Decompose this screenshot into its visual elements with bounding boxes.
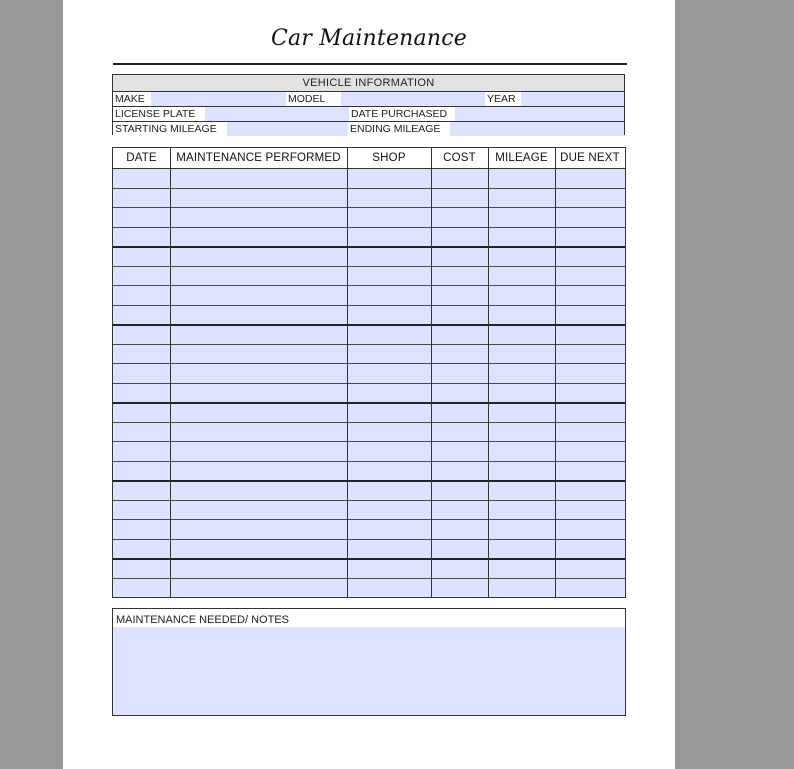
table-row[interactable] bbox=[113, 519, 625, 539]
row-divider bbox=[113, 227, 625, 228]
table-row[interactable] bbox=[113, 246, 625, 266]
column-header-date: DATE bbox=[126, 152, 157, 164]
table-row[interactable] bbox=[113, 344, 625, 364]
column-header-mileage: MILEAGE bbox=[495, 152, 548, 164]
table-row[interactable] bbox=[113, 227, 625, 247]
column-header-shop: SHOP bbox=[372, 152, 406, 164]
page-title: Car Maintenance bbox=[271, 26, 467, 51]
title-underline bbox=[113, 63, 627, 65]
notes-heading: MAINTENANCE NEEDED/ NOTES bbox=[113, 609, 625, 627]
notes-section bbox=[112, 608, 626, 716]
table-row[interactable] bbox=[113, 441, 625, 461]
row-divider bbox=[113, 402, 625, 404]
table-row[interactable] bbox=[113, 285, 625, 305]
table-row[interactable] bbox=[113, 539, 625, 559]
make-label: MAKE bbox=[113, 92, 151, 106]
table-row[interactable] bbox=[113, 558, 625, 578]
table-row[interactable] bbox=[113, 363, 625, 383]
notes-field[interactable] bbox=[113, 627, 625, 719]
row-divider bbox=[113, 422, 625, 423]
row-divider bbox=[113, 363, 625, 364]
column-divider bbox=[347, 148, 348, 597]
table-row[interactable] bbox=[113, 324, 625, 344]
column-divider bbox=[170, 148, 171, 597]
license-plate-label: LICENSE PLATE bbox=[113, 107, 205, 121]
vehicle-info-heading: VEHICLE INFORMATION bbox=[113, 75, 624, 92]
column-header-due-next: DUE NEXT bbox=[560, 152, 620, 164]
table-row[interactable] bbox=[113, 305, 625, 325]
starting-mileage-label: STARTING MILEAGE bbox=[113, 122, 227, 136]
table-row[interactable] bbox=[113, 480, 625, 500]
document-page bbox=[63, 0, 675, 769]
row-divider bbox=[113, 500, 625, 501]
row-divider bbox=[113, 266, 625, 267]
ending-mileage-label: ENDING MILEAGE bbox=[348, 122, 450, 136]
table-row[interactable] bbox=[113, 402, 625, 422]
column-header-cost: COST bbox=[443, 152, 476, 164]
row-divider bbox=[113, 441, 625, 442]
row-divider bbox=[113, 285, 625, 286]
row-divider bbox=[113, 480, 625, 482]
table-row[interactable] bbox=[113, 500, 625, 520]
table-header bbox=[113, 148, 625, 169]
vehicle-info-row bbox=[113, 122, 624, 136]
maintenance-log-table bbox=[112, 147, 626, 598]
vehicle-info-row bbox=[113, 107, 624, 122]
column-divider bbox=[555, 148, 556, 597]
date-purchased-label: DATE PURCHASED bbox=[349, 107, 455, 121]
row-divider bbox=[113, 519, 625, 520]
row-divider bbox=[113, 539, 625, 540]
table-row[interactable] bbox=[113, 168, 625, 188]
row-divider bbox=[113, 578, 625, 579]
row-divider bbox=[113, 207, 625, 208]
table-row[interactable] bbox=[113, 422, 625, 442]
row-divider bbox=[113, 558, 625, 560]
column-divider bbox=[488, 148, 489, 597]
model-label: MODEL bbox=[286, 92, 341, 106]
table-row[interactable] bbox=[113, 578, 625, 598]
year-label: YEAR bbox=[485, 92, 521, 106]
row-divider bbox=[113, 383, 625, 384]
row-divider bbox=[113, 344, 625, 345]
row-divider bbox=[113, 461, 625, 462]
row-divider bbox=[113, 324, 625, 326]
table-row[interactable] bbox=[113, 188, 625, 208]
vehicle-info-section bbox=[112, 74, 625, 135]
table-row[interactable] bbox=[113, 266, 625, 286]
row-divider bbox=[113, 188, 625, 189]
column-divider bbox=[431, 148, 432, 597]
column-header-maintenance-performed: MAINTENANCE PERFORMED bbox=[176, 152, 341, 164]
row-divider bbox=[113, 246, 625, 248]
row-divider bbox=[113, 305, 625, 306]
table-row[interactable] bbox=[113, 461, 625, 481]
table-row[interactable] bbox=[113, 207, 625, 227]
table-row[interactable] bbox=[113, 383, 625, 403]
vehicle-info-row bbox=[113, 92, 624, 107]
